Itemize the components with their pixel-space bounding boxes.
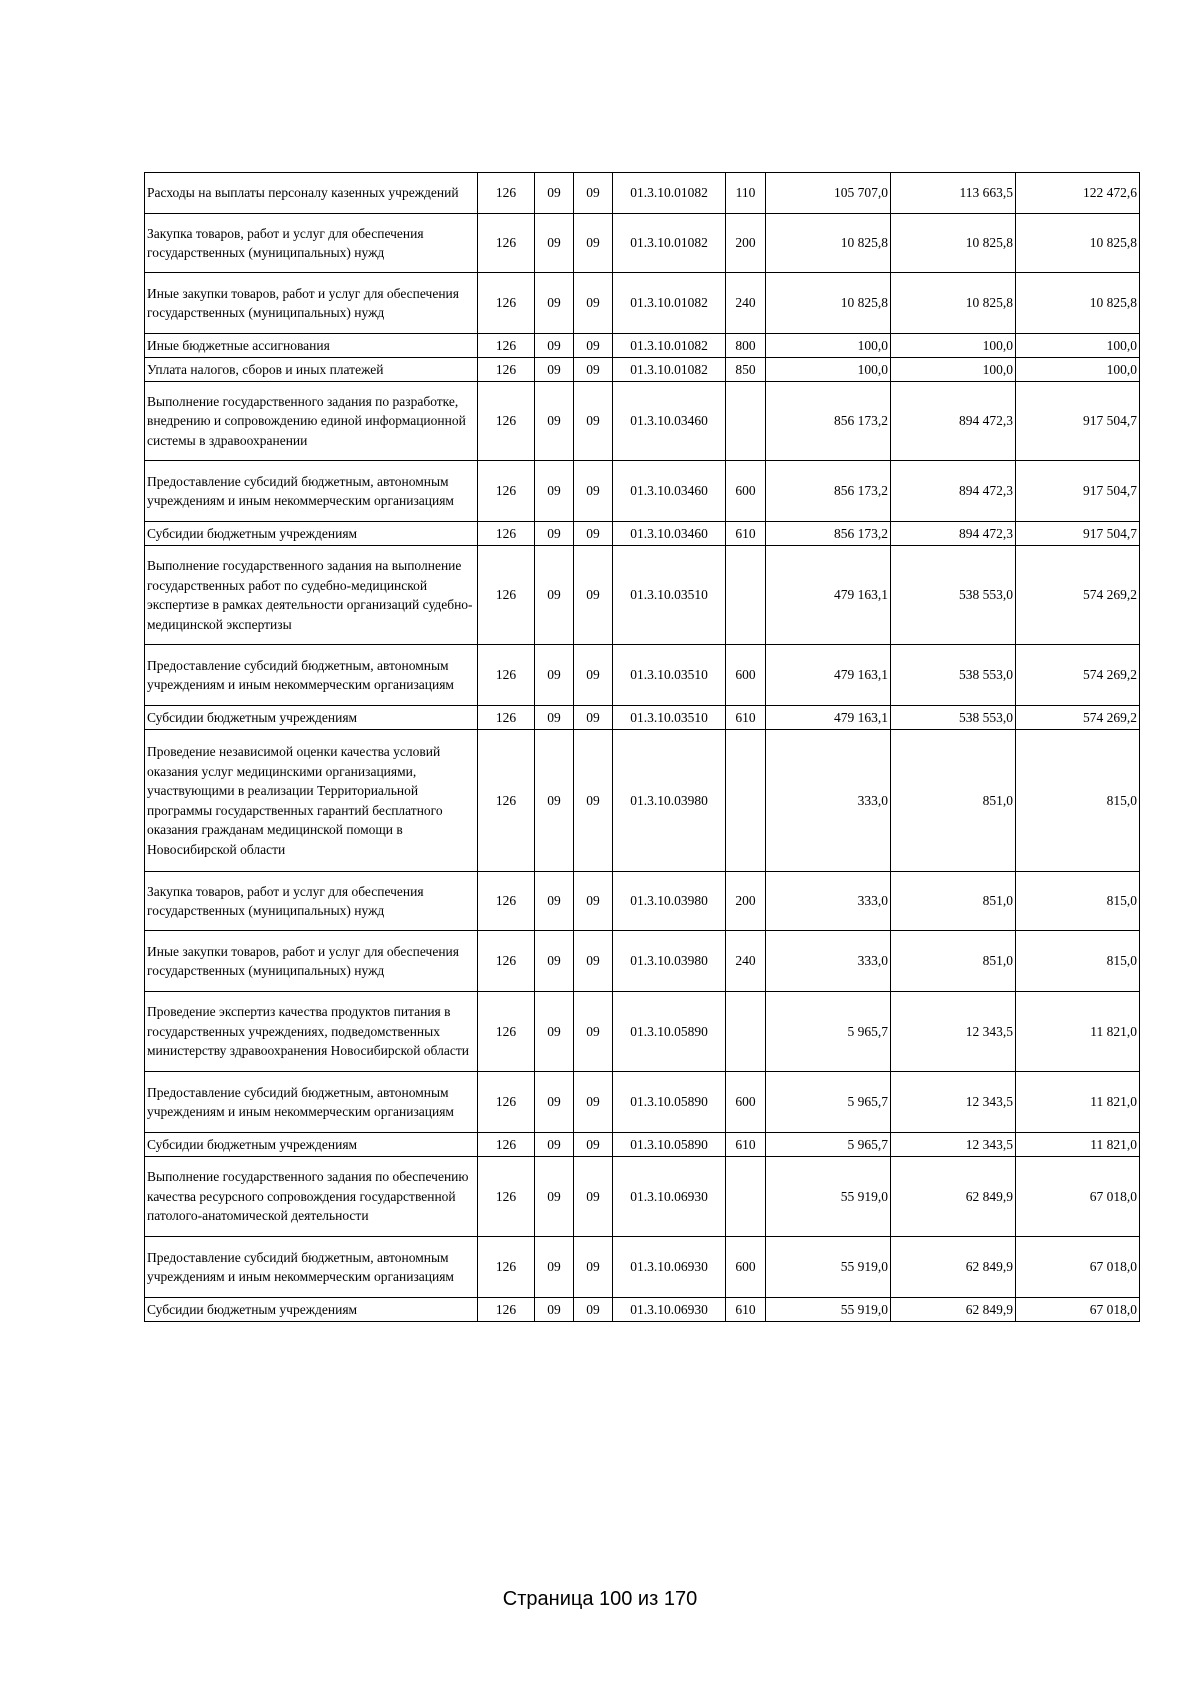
cell-name: Предоставление субсидий бюджетным, автономным учреждениям и иным некоммерческим организациям <box>145 645 478 706</box>
cell-grbs: 126 <box>478 645 535 706</box>
cell-expense-type: 610 <box>726 522 766 546</box>
cell-target-article: 01.3.10.03510 <box>613 645 726 706</box>
cell-grbs: 126 <box>478 706 535 730</box>
cell-subsection: 09 <box>574 522 613 546</box>
cell-name: Закупка товаров, работ и услуг для обеспечения государственных (муниципальных) нужд <box>145 214 478 273</box>
cell-expense-type: 600 <box>726 1072 766 1133</box>
cell-grbs: 126 <box>478 992 535 1072</box>
cell-name: Проведение экспертиз качества продуктов питания в государственных учреждениях, подведомственных министерству здравоохранения Новосибирской области <box>145 992 478 1072</box>
cell-expense-type: 200 <box>726 872 766 931</box>
cell-subsection: 09 <box>574 1133 613 1157</box>
cell-name: Закупка товаров, работ и услуг для обеспечения государственных (муниципальных) нужд <box>145 872 478 931</box>
cell-amount-year-3: 67 018,0 <box>1016 1298 1140 1322</box>
table-row <box>145 522 1140 546</box>
cell-amount-year-2: 62 849,9 <box>891 1237 1016 1298</box>
cell-amount-year-1: 479 163,1 <box>766 645 891 706</box>
budget-table <box>144 172 1140 1322</box>
cell-subsection: 09 <box>574 992 613 1072</box>
cell-subsection: 09 <box>574 382 613 461</box>
cell-grbs: 126 <box>478 214 535 273</box>
cell-section: 09 <box>535 706 574 730</box>
table-row <box>145 1237 1140 1298</box>
cell-amount-year-3: 11 821,0 <box>1016 1072 1140 1133</box>
cell-section: 09 <box>535 382 574 461</box>
cell-target-article: 01.3.10.03980 <box>613 730 726 872</box>
cell-name: Предоставление субсидий бюджетным, автономным учреждениям и иным некоммерческим организациям <box>145 1072 478 1133</box>
table-row <box>145 992 1140 1072</box>
cell-amount-year-1: 105 707,0 <box>766 173 891 214</box>
table-row <box>145 931 1140 992</box>
cell-target-article: 01.3.10.03460 <box>613 522 726 546</box>
table-row <box>145 334 1140 358</box>
cell-subsection: 09 <box>574 931 613 992</box>
cell-name: Субсидии бюджетным учреждениям <box>145 706 478 730</box>
cell-section: 09 <box>535 872 574 931</box>
cell-subsection: 09 <box>574 730 613 872</box>
cell-target-article: 01.3.10.01082 <box>613 358 726 382</box>
cell-section: 09 <box>535 546 574 645</box>
table-row <box>145 358 1140 382</box>
cell-amount-year-1: 55 919,0 <box>766 1157 891 1237</box>
table-row <box>145 173 1140 214</box>
table-row <box>145 1133 1140 1157</box>
cell-name: Предоставление субсидий бюджетным, автономным учреждениям и иным некоммерческим организациям <box>145 461 478 522</box>
cell-amount-year-1: 479 163,1 <box>766 546 891 645</box>
cell-expense-type: 600 <box>726 461 766 522</box>
cell-grbs: 126 <box>478 358 535 382</box>
cell-amount-year-2: 894 472,3 <box>891 522 1016 546</box>
cell-target-article: 01.3.10.01082 <box>613 273 726 334</box>
cell-grbs: 126 <box>478 461 535 522</box>
cell-grbs: 126 <box>478 1133 535 1157</box>
cell-expense-type: 850 <box>726 358 766 382</box>
cell-subsection: 09 <box>574 461 613 522</box>
cell-grbs: 126 <box>478 546 535 645</box>
cell-subsection: 09 <box>574 358 613 382</box>
cell-expense-type: 610 <box>726 706 766 730</box>
cell-name: Субсидии бюджетным учреждениям <box>145 522 478 546</box>
cell-target-article: 01.3.10.05890 <box>613 992 726 1072</box>
cell-subsection: 09 <box>574 645 613 706</box>
cell-amount-year-1: 5 965,7 <box>766 1133 891 1157</box>
cell-amount-year-3: 815,0 <box>1016 872 1140 931</box>
cell-target-article: 01.3.10.03460 <box>613 382 726 461</box>
cell-target-article: 01.3.10.06930 <box>613 1237 726 1298</box>
cell-name: Проведение независимой оценки качества условий оказания услуг медицинскими организациями, участвующими в реализации Территориальной программы государственных гарантий бесплатного оказания гражданам медицинской помощи в Новосибирской области <box>145 730 478 872</box>
cell-target-article: 01.3.10.03980 <box>613 931 726 992</box>
cell-section: 09 <box>535 1072 574 1133</box>
cell-grbs: 126 <box>478 522 535 546</box>
cell-amount-year-1: 856 173,2 <box>766 461 891 522</box>
cell-grbs: 126 <box>478 730 535 872</box>
cell-section: 09 <box>535 931 574 992</box>
cell-amount-year-2: 12 343,5 <box>891 992 1016 1072</box>
cell-amount-year-3: 10 825,8 <box>1016 273 1140 334</box>
cell-subsection: 09 <box>574 872 613 931</box>
cell-section: 09 <box>535 1298 574 1322</box>
table-row <box>145 1072 1140 1133</box>
cell-amount-year-1: 100,0 <box>766 334 891 358</box>
cell-expense-type <box>726 730 766 872</box>
table-row <box>145 382 1140 461</box>
cell-amount-year-1: 856 173,2 <box>766 522 891 546</box>
cell-amount-year-3: 574 269,2 <box>1016 645 1140 706</box>
cell-amount-year-2: 851,0 <box>891 872 1016 931</box>
table-row <box>145 872 1140 931</box>
cell-section: 09 <box>535 1237 574 1298</box>
cell-amount-year-2: 12 343,5 <box>891 1133 1016 1157</box>
cell-name: Расходы на выплаты персоналу казенных учреждений <box>145 173 478 214</box>
cell-amount-year-3: 67 018,0 <box>1016 1157 1140 1237</box>
cell-subsection: 09 <box>574 1157 613 1237</box>
cell-subsection: 09 <box>574 173 613 214</box>
cell-section: 09 <box>535 334 574 358</box>
cell-amount-year-3: 11 821,0 <box>1016 992 1140 1072</box>
table-row <box>145 214 1140 273</box>
cell-subsection: 09 <box>574 214 613 273</box>
cell-amount-year-1: 55 919,0 <box>766 1298 891 1322</box>
page-number-footer: Страница 100 из 170 <box>502 1588 698 1610</box>
cell-name: Субсидии бюджетным учреждениям <box>145 1298 478 1322</box>
cell-amount-year-3: 917 504,7 <box>1016 461 1140 522</box>
cell-grbs: 126 <box>478 931 535 992</box>
cell-amount-year-2: 851,0 <box>891 730 1016 872</box>
cell-name: Выполнение государственного задания по разработке, внедрению и сопровождению единой информационной системы в здравоохранении <box>145 382 478 461</box>
cell-grbs: 126 <box>478 382 535 461</box>
table-row <box>145 461 1140 522</box>
cell-amount-year-3: 917 504,7 <box>1016 382 1140 461</box>
cell-amount-year-2: 851,0 <box>891 931 1016 992</box>
cell-section: 09 <box>535 173 574 214</box>
cell-expense-type: 110 <box>726 173 766 214</box>
cell-amount-year-3: 100,0 <box>1016 334 1140 358</box>
cell-target-article: 01.3.10.03510 <box>613 546 726 645</box>
cell-amount-year-2: 894 472,3 <box>891 461 1016 522</box>
cell-target-article: 01.3.10.03510 <box>613 706 726 730</box>
cell-amount-year-2: 113 663,5 <box>891 173 1016 214</box>
cell-amount-year-1: 479 163,1 <box>766 706 891 730</box>
cell-subsection: 09 <box>574 1072 613 1133</box>
cell-amount-year-2: 100,0 <box>891 358 1016 382</box>
cell-section: 09 <box>535 273 574 334</box>
cell-expense-type: 600 <box>726 1237 766 1298</box>
cell-expense-type: 240 <box>726 931 766 992</box>
cell-amount-year-1: 333,0 <box>766 872 891 931</box>
cell-target-article: 01.3.10.01082 <box>613 214 726 273</box>
table-row <box>145 273 1140 334</box>
cell-name: Предоставление субсидий бюджетным, автономным учреждениям и иным некоммерческим организациям <box>145 1237 478 1298</box>
cell-amount-year-1: 10 825,8 <box>766 273 891 334</box>
cell-subsection: 09 <box>574 1237 613 1298</box>
cell-amount-year-3: 11 821,0 <box>1016 1133 1140 1157</box>
cell-section: 09 <box>535 214 574 273</box>
cell-target-article: 01.3.10.05890 <box>613 1133 726 1157</box>
cell-expense-type: 600 <box>726 645 766 706</box>
cell-section: 09 <box>535 730 574 872</box>
cell-subsection: 09 <box>574 706 613 730</box>
cell-amount-year-3: 574 269,2 <box>1016 546 1140 645</box>
cell-name: Иные бюджетные ассигнования <box>145 334 478 358</box>
cell-amount-year-2: 62 849,9 <box>891 1157 1016 1237</box>
cell-grbs: 126 <box>478 872 535 931</box>
cell-amount-year-3: 67 018,0 <box>1016 1237 1140 1298</box>
cell-amount-year-1: 55 919,0 <box>766 1237 891 1298</box>
cell-amount-year-2: 538 553,0 <box>891 546 1016 645</box>
cell-expense-type <box>726 1157 766 1237</box>
cell-expense-type: 240 <box>726 273 766 334</box>
cell-subsection: 09 <box>574 546 613 645</box>
cell-expense-type <box>726 382 766 461</box>
table-row <box>145 706 1140 730</box>
cell-expense-type: 200 <box>726 214 766 273</box>
cell-amount-year-3: 815,0 <box>1016 730 1140 872</box>
cell-amount-year-2: 10 825,8 <box>891 273 1016 334</box>
cell-name: Иные закупки товаров, работ и услуг для обеспечения государственных (муниципальных) нужд <box>145 273 478 334</box>
cell-name: Иные закупки товаров, работ и услуг для обеспечения государственных (муниципальных) нужд <box>145 931 478 992</box>
table-row <box>145 645 1140 706</box>
cell-subsection: 09 <box>574 334 613 358</box>
cell-grbs: 126 <box>478 1298 535 1322</box>
table-row <box>145 546 1140 645</box>
cell-target-article: 01.3.10.06930 <box>613 1298 726 1322</box>
cell-amount-year-2: 100,0 <box>891 334 1016 358</box>
cell-target-article: 01.3.10.06930 <box>613 1157 726 1237</box>
cell-amount-year-3: 122 472,6 <box>1016 173 1140 214</box>
cell-amount-year-1: 5 965,7 <box>766 992 891 1072</box>
cell-amount-year-2: 894 472,3 <box>891 382 1016 461</box>
cell-target-article: 01.3.10.03980 <box>613 872 726 931</box>
cell-grbs: 126 <box>478 1072 535 1133</box>
cell-grbs: 126 <box>478 1237 535 1298</box>
cell-amount-year-3: 574 269,2 <box>1016 706 1140 730</box>
cell-section: 09 <box>535 358 574 382</box>
cell-amount-year-3: 917 504,7 <box>1016 522 1140 546</box>
cell-name: Выполнение государственного задания по обеспечению качества ресурсного сопровождения государственной патолого-анатомической деятельности <box>145 1157 478 1237</box>
cell-expense-type: 800 <box>726 334 766 358</box>
cell-target-article: 01.3.10.01082 <box>613 173 726 214</box>
cell-amount-year-2: 12 343,5 <box>891 1072 1016 1133</box>
cell-grbs: 126 <box>478 173 535 214</box>
cell-amount-year-2: 10 825,8 <box>891 214 1016 273</box>
cell-subsection: 09 <box>574 273 613 334</box>
cell-expense-type: 610 <box>726 1298 766 1322</box>
cell-amount-year-2: 538 553,0 <box>891 645 1016 706</box>
cell-amount-year-1: 856 173,2 <box>766 382 891 461</box>
cell-expense-type <box>726 992 766 1072</box>
cell-amount-year-2: 538 553,0 <box>891 706 1016 730</box>
cell-section: 09 <box>535 992 574 1072</box>
cell-name: Субсидии бюджетным учреждениям <box>145 1133 478 1157</box>
cell-grbs: 126 <box>478 334 535 358</box>
cell-amount-year-1: 5 965,7 <box>766 1072 891 1133</box>
cell-section: 09 <box>535 461 574 522</box>
cell-amount-year-2: 62 849,9 <box>891 1298 1016 1322</box>
cell-section: 09 <box>535 1157 574 1237</box>
cell-grbs: 126 <box>478 1157 535 1237</box>
cell-section: 09 <box>535 522 574 546</box>
table-row <box>145 730 1140 872</box>
cell-grbs: 126 <box>478 273 535 334</box>
cell-expense-type: 610 <box>726 1133 766 1157</box>
table-body <box>145 173 1140 1322</box>
cell-amount-year-1: 333,0 <box>766 931 891 992</box>
cell-section: 09 <box>535 1133 574 1157</box>
cell-amount-year-1: 10 825,8 <box>766 214 891 273</box>
cell-amount-year-1: 333,0 <box>766 730 891 872</box>
cell-section: 09 <box>535 645 574 706</box>
cell-name: Выполнение государственного задания на выполнение государственных работ по судебно-медицинской экспертизе в рамках деятельности организаций судебно-медицинской экспертизы <box>145 546 478 645</box>
cell-target-article: 01.3.10.03460 <box>613 461 726 522</box>
cell-amount-year-3: 815,0 <box>1016 931 1140 992</box>
cell-amount-year-1: 100,0 <box>766 358 891 382</box>
cell-amount-year-3: 10 825,8 <box>1016 214 1140 273</box>
cell-subsection: 09 <box>574 1298 613 1322</box>
cell-target-article: 01.3.10.01082 <box>613 334 726 358</box>
cell-expense-type <box>726 546 766 645</box>
cell-amount-year-3: 100,0 <box>1016 358 1140 382</box>
cell-target-article: 01.3.10.05890 <box>613 1072 726 1133</box>
table-row <box>145 1157 1140 1237</box>
table-row <box>145 1298 1140 1322</box>
cell-name: Уплата налогов, сборов и иных платежей <box>145 358 478 382</box>
